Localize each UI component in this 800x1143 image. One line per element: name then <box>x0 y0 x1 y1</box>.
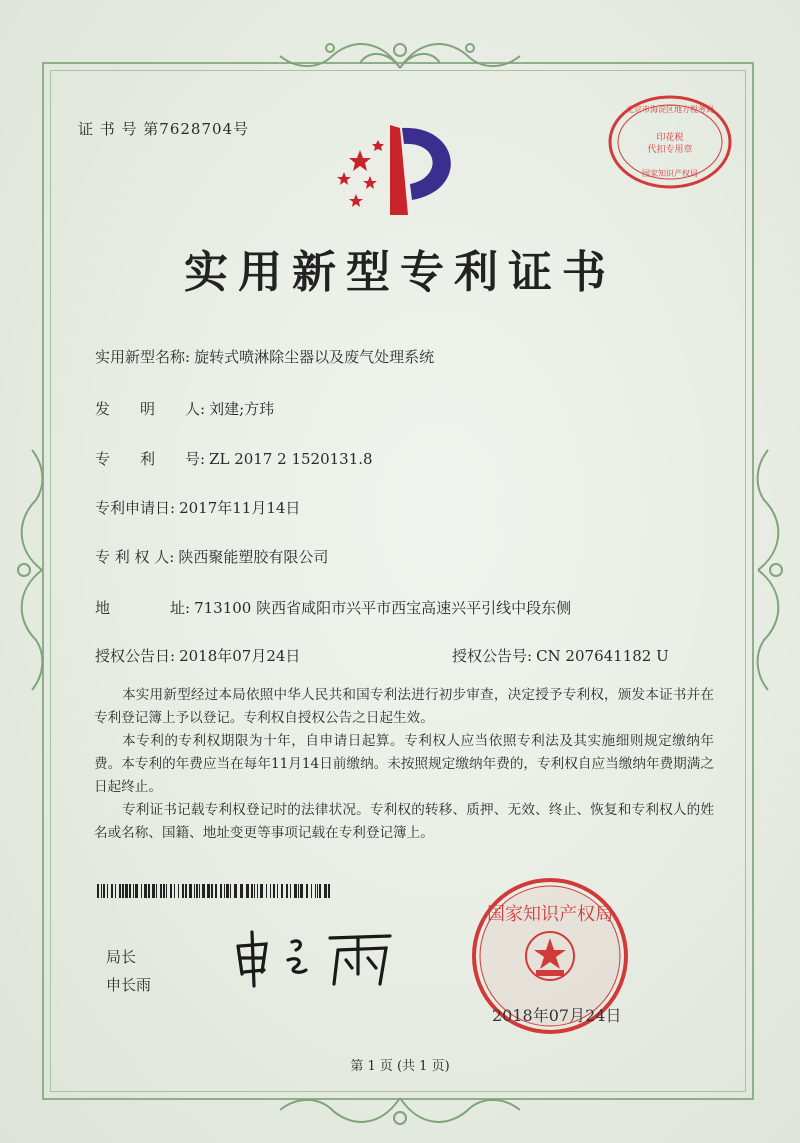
barcode-bar <box>211 884 213 898</box>
barcode-bar <box>152 884 155 898</box>
barcode-bar <box>230 884 231 898</box>
barcode-bar <box>277 884 278 898</box>
page-number: 第 1 页 (共 1 页) <box>350 1059 450 1074</box>
barcode-bar <box>122 884 124 898</box>
barcode-bar <box>260 884 263 898</box>
patent-number-field <box>95 448 373 469</box>
barcode-bar <box>148 884 150 898</box>
barcode-bar <box>103 884 105 898</box>
grant-number-value: CN 207641182 U <box>536 647 669 665</box>
barcode-bar <box>189 884 192 898</box>
barcode-bar <box>273 884 275 898</box>
body-paragraph-2: 本专利的专利权期限为十年，自申请日起算。专利权人应当依照专利法及其实施细则规定缴纳年费。本专利的年费应当在每年11月14日前缴纳。未按照规定缴纳年费的，专利权自应当缴纳年费期满之日起终止。 <box>94 733 714 795</box>
director-name: 申长雨 <box>106 976 152 994</box>
address-value: 713100 陕西省咸阳市兴平市西宝高速兴平引线中段东侧 <box>194 599 572 617</box>
bottom-ornament <box>270 1090 530 1136</box>
barcode-bar <box>257 884 258 898</box>
tax-seal-mid-text-2: 代扣专用章 <box>647 145 693 155</box>
left-ornament <box>8 440 52 700</box>
barcode-bar <box>254 884 255 898</box>
body-paragraph-3: 专利证书记载专利权登记时的法律状况。专利权的转移、质押、无效、终止、恢复和专利权人的姓名或名称、国籍、地址变更等事项记载在专利登记簿上。 <box>94 802 714 841</box>
barcode-bar <box>185 884 187 898</box>
right-ornament <box>748 440 792 700</box>
barcode-bar <box>246 884 249 898</box>
barcode-bar <box>298 884 299 898</box>
barcode-bar <box>199 884 200 898</box>
barcode-bar <box>290 884 291 898</box>
barcode-bar <box>160 884 162 898</box>
director-signature <box>230 928 400 988</box>
barcode-bar <box>129 884 131 898</box>
body-paragraph-1: 本实用新型经过本局依照中华人民共和国专利法进行初步审查，决定授予专利权，颁发本证书并在专利登记簿上予以登记。专利权自授权公告之日起生效。 <box>94 687 714 726</box>
barcode-bar <box>178 884 179 898</box>
address-label: 地 址: <box>95 599 191 617</box>
certificate-number: 证 书 号 第7628704号 <box>78 120 250 138</box>
barcode-bar <box>125 884 128 898</box>
barcode-bar <box>324 884 327 898</box>
barcode-bar <box>251 884 253 898</box>
barcode-bar <box>196 884 198 898</box>
barcode-bar <box>119 884 121 898</box>
director-title: 局长 <box>106 948 137 966</box>
application-date-value: 2017年11月14日 <box>179 499 301 517</box>
barcode-bar <box>202 884 205 898</box>
barcode-bar <box>266 884 267 898</box>
utility-model-name-label: 实用新型名称: <box>95 348 191 366</box>
barcode-bar <box>300 884 303 898</box>
barcode-bar <box>286 884 288 898</box>
barcode-bar <box>107 884 108 898</box>
utility-model-name-value: 旋转式喷淋除尘器以及废气处理系统 <box>194 348 435 366</box>
barcode-bar <box>234 884 237 898</box>
tax-seal-bottom-text: 国家知识产权局 <box>642 169 698 178</box>
tax-seal-mid-text-1: 印花税 <box>656 133 684 143</box>
barcode-bar <box>328 884 330 898</box>
barcode-bar <box>182 884 184 898</box>
barcode-bar <box>311 884 312 898</box>
patentee-field <box>95 546 328 567</box>
barcode-bar <box>294 884 297 898</box>
address-field <box>95 597 571 618</box>
grant-date-field <box>95 645 300 666</box>
application-date-field <box>95 497 300 518</box>
certificate-title: 实用新型专利证书 <box>184 247 616 298</box>
barcode-bar <box>220 884 222 898</box>
seal-date: 2018年07月24日 <box>492 1006 622 1025</box>
barcode-bar <box>317 884 318 898</box>
barcode-bar <box>170 884 172 898</box>
barcode-bar <box>115 884 116 898</box>
utility-model-name-field <box>95 346 434 367</box>
barcode-bar <box>207 884 210 898</box>
barcode-bar <box>174 884 175 898</box>
application-date-label: 专利申请日: <box>95 499 176 517</box>
barcode-bar <box>166 884 167 898</box>
seal-text: 国家知识产权局 <box>487 904 613 925</box>
patent-number-label: 专 利 号: <box>95 450 206 468</box>
barcode-bar <box>224 884 225 898</box>
tax-stamp-seal <box>605 92 735 192</box>
barcode-bar <box>101 884 102 898</box>
barcode-bar <box>319 884 321 898</box>
barcode <box>97 884 333 898</box>
inventor-value: 刘建;方玮 <box>209 400 275 418</box>
grant-date-value: 2018年07月24日 <box>179 647 301 665</box>
barcode-bar <box>97 884 99 898</box>
barcode-bar <box>156 884 157 898</box>
barcode-bar <box>240 884 243 898</box>
top-ornament <box>270 28 530 78</box>
barcode-bar <box>194 884 195 898</box>
grant-date-label: 授权公告日: <box>95 647 176 665</box>
barcode-bar <box>135 884 138 898</box>
barcode-bar <box>270 884 271 898</box>
tax-seal-top-text: 北京市海淀区地方税务局 <box>626 105 714 114</box>
inventor-label: 发 明 人: <box>95 400 206 418</box>
barcode-bar <box>144 884 147 898</box>
patent-number-value: ZL 2017 2 1520131.8 <box>209 450 373 468</box>
patentee-label: 专 利 权 人: <box>95 548 175 566</box>
grant-number-label: 授权公告号: <box>452 647 533 665</box>
barcode-bar <box>163 884 165 898</box>
inventor-field <box>95 398 274 419</box>
patentee-value: 陕西聚能塑胶有限公司 <box>178 548 329 566</box>
barcode-bar <box>315 884 316 898</box>
cnipa-emblem-icon <box>330 120 460 220</box>
barcode-bar <box>141 884 142 898</box>
barcode-bar <box>226 884 229 898</box>
barcode-bar <box>306 884 308 898</box>
barcode-bar <box>281 884 283 898</box>
barcode-bar <box>133 884 134 898</box>
barcode-bar <box>111 884 113 898</box>
grant-number-field <box>452 645 669 666</box>
barcode-bar <box>215 884 217 898</box>
